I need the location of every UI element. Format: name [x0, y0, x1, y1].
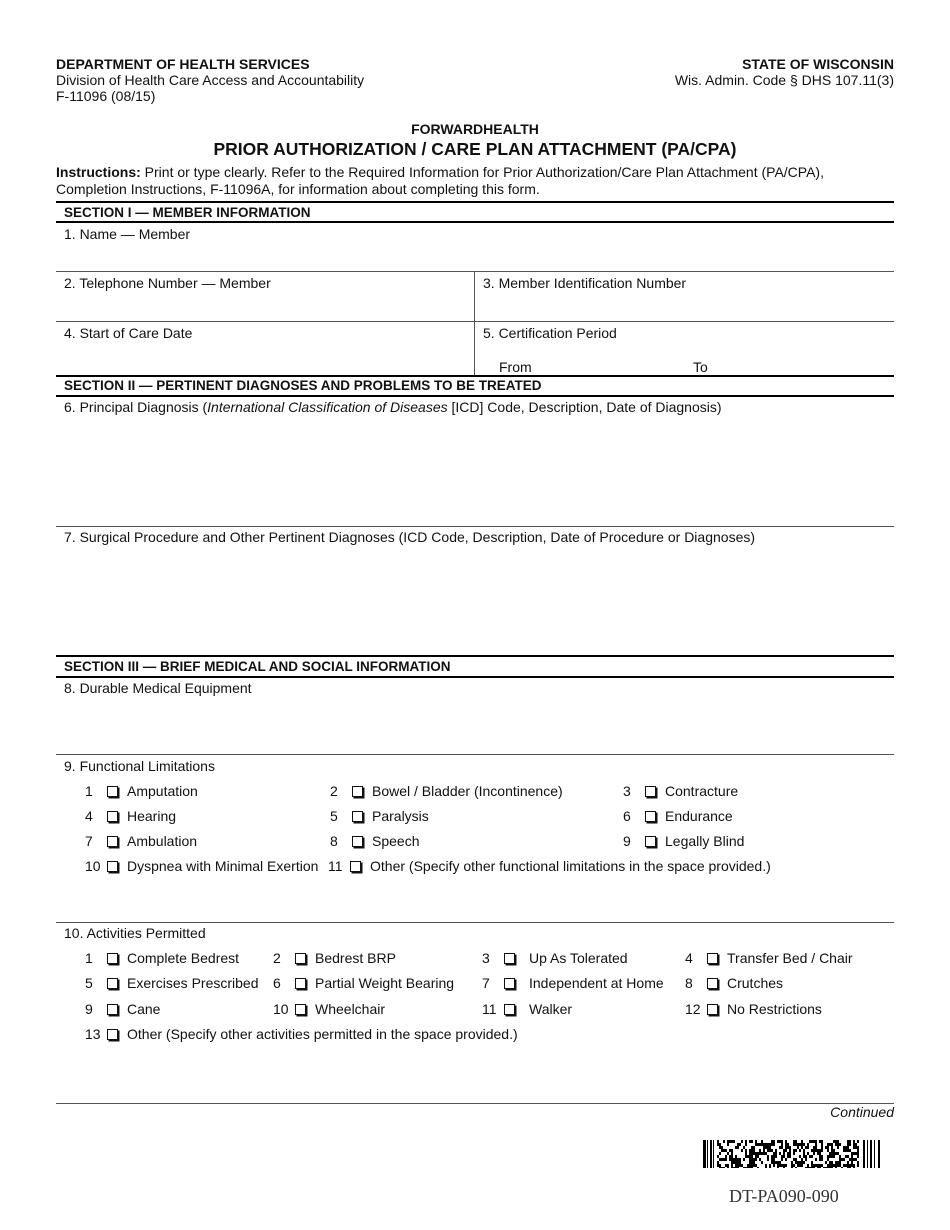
principal-diagnosis-label: 6. Principal Diagnosis (International Classification of Diseases [ICD] Code, Description, Date of Diagnosis) — [64, 399, 722, 415]
certification-to-field[interactable] — [716, 352, 892, 374]
activity-option-independent-at-home[interactable]: 7 Independent at Home — [482, 975, 664, 991]
functional-option-paralysis[interactable]: 5 Paralysis — [330, 808, 429, 824]
section-divider — [56, 395, 894, 397]
checkbox-icon[interactable] — [645, 786, 656, 797]
activities-permitted-label: 10. Activities Permitted — [64, 925, 206, 941]
row-divider — [56, 754, 894, 755]
form-title: PRIOR AUTHORIZATION / CARE PLAN ATTACHMENT (PA/CPA) — [213, 139, 737, 159]
certification-to-label: To — [693, 359, 708, 375]
principal-diagnosis-field[interactable] — [56, 417, 894, 523]
activities-other-field[interactable] — [84, 1046, 892, 1098]
row-divider — [56, 271, 894, 272]
checkbox-icon[interactable] — [107, 836, 118, 847]
member-phone-label: 2. Telephone Number — Member — [64, 275, 271, 291]
row-divider — [56, 1103, 894, 1104]
activity-option-exercises-prescribed[interactable]: 5 Exercises Prescribed — [85, 975, 259, 991]
activity-option-partial-weight-bearing[interactable]: 6 Partial Weight Bearing — [273, 975, 455, 991]
member-id-label: 3. Member Identification Number — [483, 275, 687, 291]
checkbox-icon[interactable] — [295, 1004, 306, 1015]
activity-option-walker[interactable]: 11 Walker — [482, 1001, 573, 1017]
member-name-field[interactable] — [56, 224, 894, 270]
section-2-title: SECTION II — PERTINENT DIAGNOSES AND PROBLEMS TO BE TREATED — [64, 378, 542, 393]
row-divider — [56, 321, 894, 322]
checkbox-icon[interactable] — [352, 836, 363, 847]
checkbox-icon[interactable] — [107, 1004, 118, 1015]
functional-option-dyspnea[interactable]: 10 Dyspnea with Minimal Exertion — [85, 858, 319, 874]
member-phone-field[interactable] — [56, 273, 474, 320]
functional-option-contracture[interactable]: 3 Contracture — [623, 783, 739, 799]
checkbox-icon[interactable] — [504, 978, 515, 989]
surgical-procedure-label: 7. Surgical Procedure and Other Pertinent Diagnoses (ICD Code, Description, Date of Procedure or Diagnoses) — [64, 529, 756, 545]
activity-option-crutches[interactable]: 8 Crutches — [685, 975, 784, 991]
continued-label: Continued — [830, 1104, 894, 1120]
activity-option-other[interactable]: 13 Other (Specify other activities permitted in the space provided.) — [85, 1026, 518, 1042]
checkbox-icon[interactable] — [107, 1029, 118, 1040]
section-divider — [56, 655, 894, 657]
checkbox-icon[interactable] — [707, 953, 718, 964]
checkbox-icon[interactable] — [645, 836, 656, 847]
row-divider — [56, 922, 894, 923]
dme-label: 8. Durable Medical Equipment — [64, 680, 252, 696]
functional-option-endurance[interactable]: 6 Endurance — [623, 808, 733, 824]
checkbox-icon[interactable] — [707, 1004, 718, 1015]
checkbox-icon[interactable] — [107, 861, 118, 872]
dme-field[interactable] — [56, 698, 894, 751]
certification-from-label: From — [499, 359, 532, 375]
activity-option-transfer-bed-chair[interactable]: 4 Transfer Bed / Chair — [685, 950, 853, 966]
activity-option-bedrest-brp[interactable]: 2 Bedrest BRP — [273, 950, 396, 966]
functional-option-speech[interactable]: 8 Speech — [330, 833, 420, 849]
functional-option-hearing[interactable]: 4 Hearing — [85, 808, 177, 824]
section-1-title: SECTION I — MEMBER INFORMATION — [64, 205, 311, 220]
department-name: DEPARTMENT OF HEALTH SERVICES — [56, 56, 310, 72]
form-number: F-11096 (08/15) — [56, 88, 156, 104]
activity-option-wheelchair[interactable]: 10 Wheelchair — [273, 1001, 386, 1017]
document-code: DT-PA090-090 — [729, 1186, 839, 1206]
row-divider — [56, 526, 894, 527]
surgical-procedure-field[interactable] — [56, 547, 894, 652]
activity-option-up-as-tolerated[interactable]: 3 Up As Tolerated — [482, 950, 628, 966]
functional-option-legally-blind[interactable]: 9 Legally Blind — [623, 833, 745, 849]
checkbox-icon[interactable] — [352, 786, 363, 797]
checkbox-icon[interactable] — [107, 978, 118, 989]
column-divider — [474, 271, 475, 375]
certification-from-field[interactable] — [536, 352, 686, 374]
functional-option-amputation[interactable]: 1 Amputation — [85, 783, 198, 799]
instructions-line-1: Instructions: Print or type clearly. Refer to the Required Information for Prior Authorization/Care Plan Attachment (PA/CPA), — [56, 164, 824, 180]
functional-option-bowel-bladder[interactable]: 2 Bowel / Bladder (Incontinence) — [330, 783, 563, 799]
checkbox-icon[interactable] — [107, 786, 118, 797]
functional-option-ambulation[interactable]: 7 Ambulation — [85, 833, 198, 849]
checkbox-icon[interactable] — [645, 811, 656, 822]
checkbox-icon[interactable] — [295, 953, 306, 964]
checkbox-icon[interactable] — [295, 978, 306, 989]
checkbox-icon[interactable] — [504, 953, 515, 964]
checkbox-icon[interactable] — [504, 1004, 515, 1015]
checkbox-icon[interactable] — [107, 811, 118, 822]
section-divider — [56, 375, 894, 377]
admin-code: Wis. Admin. Code § DHS 107.11(3) — [674, 72, 894, 88]
checkbox-icon[interactable] — [352, 811, 363, 822]
program-title: FORWARDHEALTH — [411, 121, 539, 137]
activity-option-cane[interactable]: 9 Cane — [85, 1001, 161, 1017]
member-name-label: 1. Name — Member — [64, 226, 191, 242]
functional-limitations-label: 9. Functional Limitations — [64, 758, 215, 774]
instructions-line-2: Completion Instructions, F-11096A, for information about completing this form. — [56, 181, 540, 197]
functional-option-other[interactable]: 11 Other (Specify other functional limitations in the space provided.) — [328, 858, 771, 874]
section-divider — [56, 676, 894, 678]
activity-option-complete-bedrest[interactable]: 1 Complete Bedrest — [85, 950, 240, 966]
checkbox-icon[interactable] — [707, 978, 718, 989]
start-of-care-field[interactable] — [56, 323, 474, 374]
checkbox-icon[interactable] — [107, 953, 118, 964]
functional-limitations-other-field[interactable] — [84, 878, 892, 918]
section-divider — [56, 221, 894, 223]
state-name: STATE OF WISCONSIN — [742, 56, 894, 72]
certification-period-label: 5. Certification Period — [483, 325, 617, 341]
barcode-icon — [703, 1140, 885, 1168]
member-id-field[interactable] — [476, 273, 894, 320]
section-divider — [56, 201, 894, 203]
checkbox-icon[interactable] — [350, 861, 361, 872]
division-name: Division of Health Care Access and Accountability — [56, 72, 365, 88]
section-3-title: SECTION III — BRIEF MEDICAL AND SOCIAL INFORMATION — [64, 659, 451, 674]
start-of-care-label: 4. Start of Care Date — [64, 325, 193, 341]
activity-option-no-restrictions[interactable]: 12 No Restrictions — [685, 1001, 822, 1017]
